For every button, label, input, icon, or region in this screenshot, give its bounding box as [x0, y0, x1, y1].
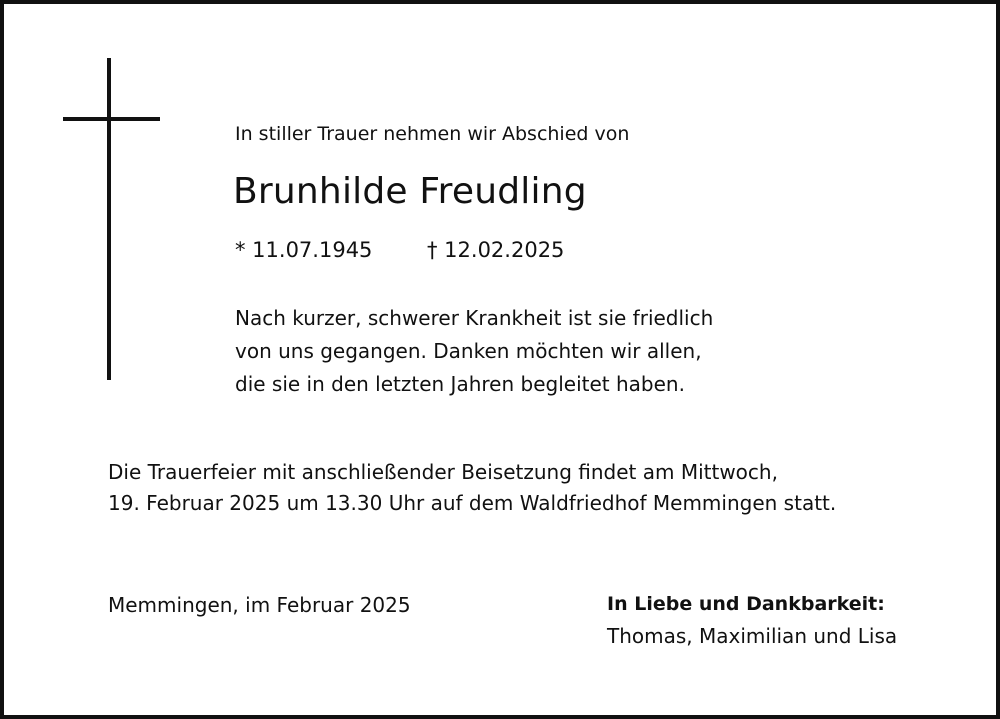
- service-info: [108, 457, 968, 519]
- intro-line: In stiller Trauer nehmen wir Abschied von: [235, 123, 630, 145]
- deceased-name: Brunhilde Freudling: [233, 171, 587, 212]
- cross-icon-bar: [63, 117, 160, 121]
- service-line: 19. Februar 2025 um 13.30 Uhr auf dem Waldfriedhof Memmingen statt.: [108, 491, 837, 515]
- mourner-names: Thomas, Maximilian und Lisa: [607, 624, 898, 648]
- paragraph-line: Nach kurzer, schwerer Krankheit ist sie friedlich: [235, 306, 714, 330]
- cross-icon: [107, 58, 111, 380]
- birth-date: * 11.07.1945: [235, 238, 373, 262]
- death-date: † 12.02.2025: [427, 238, 565, 262]
- farewell-paragraph: [235, 302, 835, 401]
- place-date: Memmingen, im Februar 2025: [108, 593, 411, 617]
- paragraph-line: die sie in den letzten Jahren begleitet haben.: [235, 372, 685, 396]
- service-line: Die Trauerfeier mit anschließender Beisetzung findet am Mittwoch,: [108, 460, 778, 484]
- thanks-heading: In Liebe und Dankbarkeit:: [607, 593, 885, 615]
- paragraph-line: von uns gegangen. Danken möchten wir allen,: [235, 339, 702, 363]
